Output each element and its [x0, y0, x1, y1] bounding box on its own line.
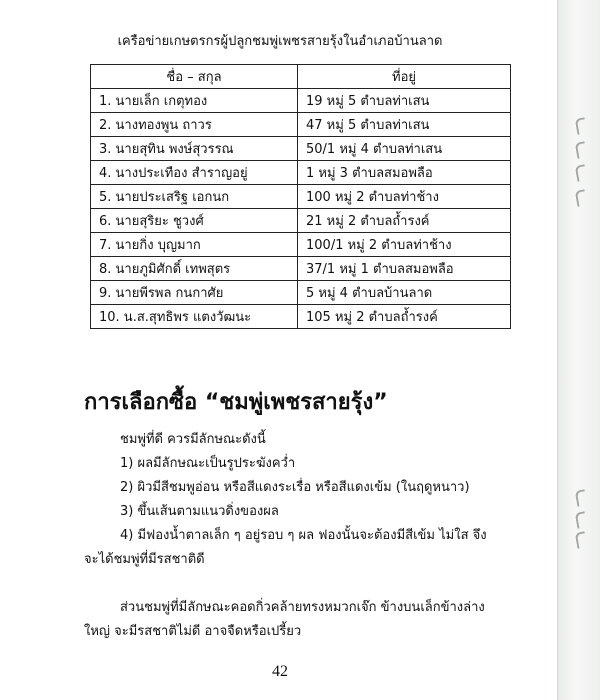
- table-row: [91, 209, 511, 233]
- criterion-1: 1) ผลมีลักษณะเป็นรูประฆังคว่ำ: [120, 456, 296, 471]
- table-row: [91, 233, 511, 257]
- table-header-row: [91, 65, 511, 89]
- row-address: 100/1 หมู่ 2 ตำบลท่าช้าง: [298, 233, 511, 257]
- table-row: [91, 257, 511, 281]
- row-name: 7. นายกิ่ง บุญมาก: [91, 233, 298, 257]
- binding-mark-icon: [575, 164, 588, 181]
- row-name: 5. นายประเสริฐ เอกนก: [91, 185, 298, 209]
- header-name: ชื่อ – สกุล: [91, 65, 298, 89]
- book-edge: [557, 0, 600, 700]
- header-address: ที่อยู่: [298, 65, 511, 89]
- binding-mark-icon: [575, 489, 588, 506]
- binding-mark-icon: [575, 531, 588, 548]
- row-name: 1. นายเล็ก เกตุทอง: [91, 89, 298, 113]
- row-name: 3. นายสุทิน พงษ์สุวรรณ: [91, 137, 298, 161]
- binding-mark-icon: [575, 189, 588, 206]
- row-name: 2. นางทองพูน ถาวร: [91, 113, 298, 137]
- section-heading: การเลือกซื้อ “ชมพู่เพชรสายรุ้ง”: [84, 390, 388, 415]
- binding-mark-icon: [575, 117, 588, 134]
- row-address: 47 หมู่ 5 ตำบลท่าเสน: [298, 113, 511, 137]
- row-name: 6. นายสุริยะ ชูวงศ์: [91, 209, 298, 233]
- farmer-network-table: [90, 64, 511, 329]
- table-row: [91, 137, 511, 161]
- row-name: 8. นายภูมิศักดิ์ เทพสุตร: [91, 257, 298, 281]
- criterion-3: 3) ขึ้นเส้นตามแนวดิ่งของผล: [120, 504, 279, 519]
- row-address: 19 หมู่ 5 ตำบลท่าเสน: [298, 89, 511, 113]
- binding-mark-icon: [575, 141, 588, 158]
- table-row: [91, 113, 511, 137]
- row-address: 1 หมู่ 3 ตำบลสมอพลือ: [298, 161, 511, 185]
- paragraph-2-line-2: ใหญ่ จะมีรสชาติไม่ดี อาจจืดหรือเปรี้ยว: [84, 624, 302, 639]
- binding-mark-icon: [575, 511, 588, 528]
- row-address: 5 หมู่ 4 ตำบลบ้านลาด: [298, 281, 511, 305]
- intro-text: ชมพู่ที่ดี ควรมีลักษณะดังนี้: [120, 432, 266, 447]
- row-address: 100 หมู่ 2 ตำบลท่าช้าง: [298, 185, 511, 209]
- table-row: [91, 185, 511, 209]
- criterion-4: 4) มีฟองน้ำตาลเล็ก ๆ อยู่รอบ ๆ ผล ฟองนั้นจะต้องมีสีเข้ม ไม่ใส จึง: [120, 528, 487, 543]
- criterion-2: 2) ผิวมีสีชมพูอ่อน หรือสีแดงระเรื่อ หรือสีแดงเข้ม (ในฤดูหนาว): [120, 480, 470, 495]
- paragraph-2-line-1: ส่วนชมพู่ที่มีลักษณะคอดกิ่วคล้ายทรงหมวกเจ๊ก ข้างบนเล็กข้างล่าง: [120, 600, 485, 615]
- table-row: [91, 305, 511, 329]
- table-row: [91, 89, 511, 113]
- row-name: 10. น.ส.สุทธิพร แตงวัฒนะ: [91, 305, 298, 329]
- row-address: 21 หมู่ 2 ตำบลถ้ำรงค์: [298, 209, 511, 233]
- row-address: 50/1 หมู่ 4 ตำบลท่าเสน: [298, 137, 511, 161]
- table-row: [91, 161, 511, 185]
- table-title: เครือข่ายเกษตรกรผู้ปลูกชมพู่เพชรสายรุ้งในอำเภอบ้านลาด: [117, 34, 443, 49]
- row-name: 9. นายพีรพล กนกาศัย: [91, 281, 298, 305]
- criterion-4-continuation: จะได้ชมพู่ที่มีรสชาติดี: [84, 552, 205, 567]
- table-row: [91, 281, 511, 305]
- page-number: 42: [272, 663, 288, 680]
- row-address: 37/1 หมู่ 1 ตำบลสมอพลือ: [298, 257, 511, 281]
- row-address: 105 หมู่ 2 ตำบลถ้ำรงค์: [298, 305, 511, 329]
- row-name: 4. นางประเทือง สำราญอยู่: [91, 161, 298, 185]
